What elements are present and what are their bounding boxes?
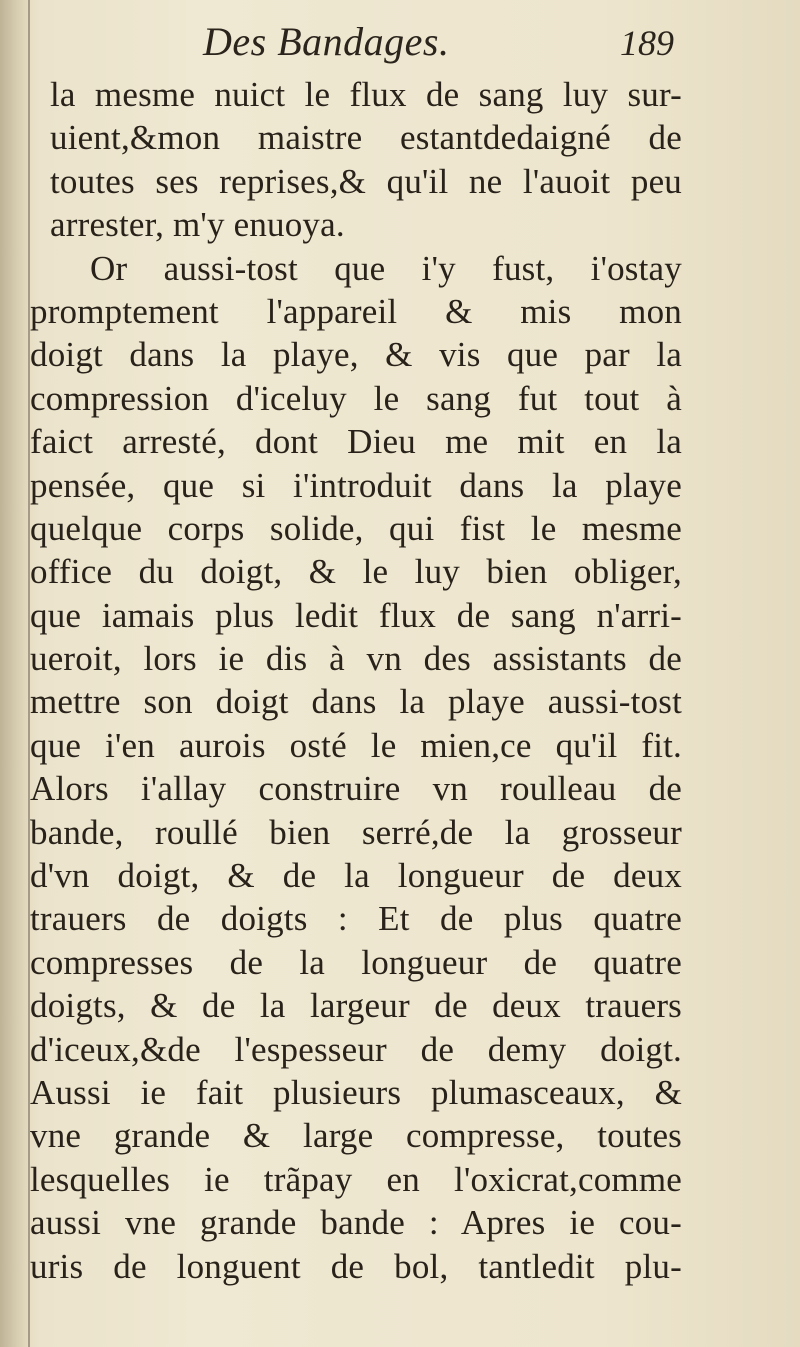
text-line: que iamais plus ledit flux de sang n'arri-	[30, 595, 682, 635]
text-line: Alors i'allay construire vn roulleau de	[30, 769, 682, 809]
text-line: vne grande & large compresse, toutes	[30, 1116, 682, 1156]
text-line: faict arresté, dont Dieu me mit en la	[30, 422, 682, 462]
text-line: lesquelles ie trãpay en l'oxicrat,comme	[30, 1159, 682, 1199]
text-line: arrester, m'y enuoya.	[50, 205, 345, 245]
text-line: uris de longuent de bol, tantledit plu-	[30, 1246, 682, 1286]
text-line: doigts, & de la largeur de deux trauers	[30, 986, 682, 1026]
page-header	[0, 18, 800, 78]
text-line: Or aussi-tost que i'y fust, i'ostay	[90, 248, 682, 288]
text-line: aussi vne grande bande : Apres ie cou-	[30, 1203, 682, 1243]
text-line: trauers de doigts : Et de plus quatre	[30, 899, 682, 939]
text-line: compresses de la longueur de quatre	[30, 942, 682, 982]
text-line: toutes ses reprises,& qu'il ne l'auoit peu	[50, 161, 682, 201]
text-line: promptement l'appareil & mis mon	[30, 291, 682, 331]
running-title: Des Bandages.	[203, 19, 450, 64]
text-line: uient,&mon maistre estantdedaigné de	[50, 118, 682, 158]
page-number: 189	[620, 23, 674, 63]
text-line: Aussi ie fait plusieurs plumasceaux, &	[30, 1072, 682, 1112]
text-line: bande, roullé bien serré,de la grosseur	[30, 812, 682, 852]
body-text	[30, 73, 682, 1288]
page-gutter	[0, 0, 30, 1347]
text-line: d'vn doigt, & de la longueur de deux	[30, 856, 682, 896]
text-line: ueroit, lors ie dis à vn des assistants de	[30, 639, 682, 679]
text-line: la mesme nuict le flux de sang luy sur-	[50, 75, 682, 114]
text-line: quelque corps solide, qui fist le mesme	[30, 508, 682, 548]
text-line: office du doigt, & le luy bien obliger,	[30, 552, 682, 592]
text-line: mettre son doigt dans la playe aussi-tost	[30, 682, 682, 722]
text-line: pensée, que si i'introduit dans la playe	[30, 465, 682, 505]
text-line: que i'en aurois osté le mien,ce qu'il fit.	[30, 725, 682, 765]
text-line: d'iceux,&de l'espesseur de demy doigt.	[30, 1029, 682, 1069]
text-line: compression d'iceluy le sang fut tout à	[30, 378, 682, 418]
text-line: doigt dans la playe, & vis que par la	[30, 335, 682, 375]
